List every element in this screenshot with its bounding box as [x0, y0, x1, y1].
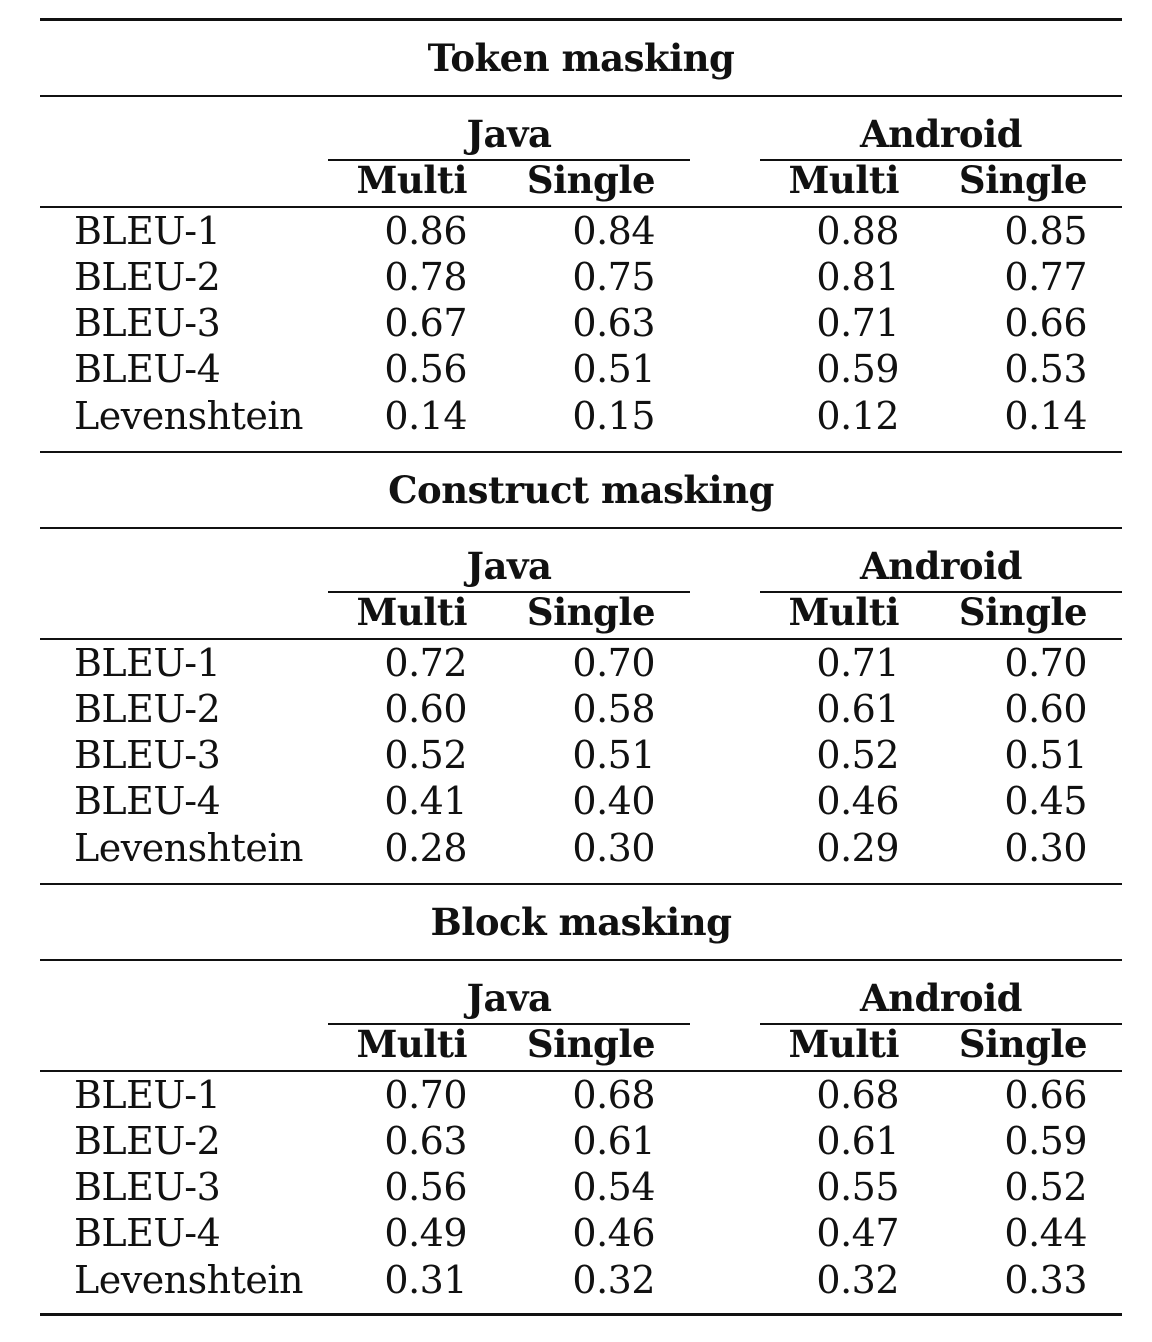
group-header-java: Java: [466, 976, 552, 1020]
section-title: Token masking: [427, 36, 735, 80]
table-cell: 0.14: [384, 394, 467, 438]
row-label: Levenshtein: [74, 394, 304, 438]
section-title-rule: [40, 959, 1122, 961]
table-cell: 0.70: [384, 1073, 467, 1117]
subheader-single: Single: [958, 158, 1087, 202]
table-cell: 0.63: [572, 301, 655, 345]
table-cell: 0.67: [384, 301, 467, 345]
table-cell: 0.15: [572, 394, 655, 438]
table-cell: 0.86: [384, 209, 467, 253]
section-title: Construct masking: [388, 468, 774, 512]
table-cell: 0.46: [816, 779, 899, 823]
table-cell: 0.54: [572, 1165, 655, 1209]
table-cell: 0.60: [384, 687, 467, 731]
subheader-single: Single: [526, 158, 655, 202]
table-cell: 0.61: [816, 1119, 899, 1163]
table-cell: 0.59: [1004, 1119, 1087, 1163]
table-cell: 0.56: [384, 1165, 467, 1209]
row-label: BLEU-4: [74, 347, 221, 391]
table-cell: 0.32: [816, 1258, 899, 1302]
table-cell: 0.84: [572, 209, 655, 253]
table-cell: 0.46: [572, 1211, 655, 1255]
table-cell: 0.61: [816, 687, 899, 731]
row-label: Levenshtein: [74, 826, 304, 870]
section-title-rule: [40, 95, 1122, 97]
table-cell: 0.47: [816, 1211, 899, 1255]
table-cell: 0.53: [1004, 347, 1087, 391]
table-cell: 0.55: [816, 1165, 899, 1209]
table-cell: 0.56: [384, 347, 467, 391]
table-cell: 0.41: [384, 779, 467, 823]
table-cell: 0.59: [816, 347, 899, 391]
table-bottom-rule: [40, 1313, 1122, 1316]
subheader-multi: Multi: [788, 1022, 899, 1066]
table-cell: 0.68: [572, 1073, 655, 1117]
table-cell: 0.77: [1004, 255, 1087, 299]
table-cell: 0.30: [1004, 826, 1087, 870]
subheader-multi: Multi: [788, 158, 899, 202]
table-cell: 0.63: [384, 1119, 467, 1163]
group-header-android: Android: [859, 976, 1023, 1020]
section-title-rule: [40, 527, 1122, 529]
table-section: [0, 0, 1152, 438]
table-section: [0, 432, 1152, 870]
row-label: BLEU-3: [74, 1165, 221, 1209]
row-label: BLEU-1: [74, 641, 221, 685]
subheader-single: Single: [958, 1022, 1087, 1066]
table-cell: 0.28: [384, 826, 467, 870]
subheader-single: Single: [958, 590, 1087, 634]
table-cell: 0.31: [384, 1258, 467, 1302]
subheader-multi: Multi: [788, 590, 899, 634]
row-label: BLEU-2: [74, 255, 221, 299]
table-cell: 0.81: [816, 255, 899, 299]
table-cell: 0.66: [1004, 301, 1087, 345]
table-cell: 0.78: [384, 255, 467, 299]
table-section: [0, 864, 1152, 1302]
table-cell: 0.40: [572, 779, 655, 823]
table-cell: 0.45: [1004, 779, 1087, 823]
table-cell: 0.14: [1004, 394, 1087, 438]
group-header-android: Android: [859, 112, 1023, 156]
table-cell: 0.70: [1004, 641, 1087, 685]
table-cell: 0.44: [1004, 1211, 1087, 1255]
group-header-java: Java: [466, 112, 552, 156]
table-cell: 0.71: [816, 641, 899, 685]
table-cell: 0.52: [384, 733, 467, 777]
table-cell: 0.29: [816, 826, 899, 870]
row-label: BLEU-3: [74, 733, 221, 777]
section-title: Block masking: [430, 900, 732, 944]
table-cell: 0.49: [384, 1211, 467, 1255]
group-header-java: Java: [466, 544, 552, 588]
table-cell: 0.61: [572, 1119, 655, 1163]
row-label: BLEU-3: [74, 301, 221, 345]
table-cell: 0.33: [1004, 1258, 1087, 1302]
table-cell: 0.30: [572, 826, 655, 870]
group-header-android: Android: [859, 544, 1023, 588]
table-cell: 0.72: [384, 641, 467, 685]
table-cell: 0.70: [572, 641, 655, 685]
table-cell: 0.75: [572, 255, 655, 299]
table-cell: 0.71: [816, 301, 899, 345]
table-cell: 0.51: [1004, 733, 1087, 777]
row-label: BLEU-4: [74, 779, 221, 823]
table-cell: 0.32: [572, 1258, 655, 1302]
table-cell: 0.51: [572, 733, 655, 777]
row-label: Levenshtein: [74, 1258, 304, 1302]
table-cell: 0.66: [1004, 1073, 1087, 1117]
table-cell: 0.51: [572, 347, 655, 391]
row-label: BLEU-1: [74, 1073, 221, 1117]
subheader-single: Single: [526, 1022, 655, 1066]
row-label: BLEU-2: [74, 1119, 221, 1163]
subheader-multi: Multi: [356, 1022, 467, 1066]
row-label: BLEU-4: [74, 1211, 221, 1255]
subheader-multi: Multi: [356, 590, 467, 634]
row-label: BLEU-1: [74, 209, 221, 253]
table-cell: 0.88: [816, 209, 899, 253]
table-cell: 0.52: [816, 733, 899, 777]
table-cell: 0.60: [1004, 687, 1087, 731]
table-cell: 0.85: [1004, 209, 1087, 253]
subheader-single: Single: [526, 590, 655, 634]
table-cell: 0.68: [816, 1073, 899, 1117]
table-cell: 0.12: [816, 394, 899, 438]
table-cell: 0.58: [572, 687, 655, 731]
table-cell: 0.52: [1004, 1165, 1087, 1209]
subheader-multi: Multi: [356, 158, 467, 202]
row-label: BLEU-2: [74, 687, 221, 731]
